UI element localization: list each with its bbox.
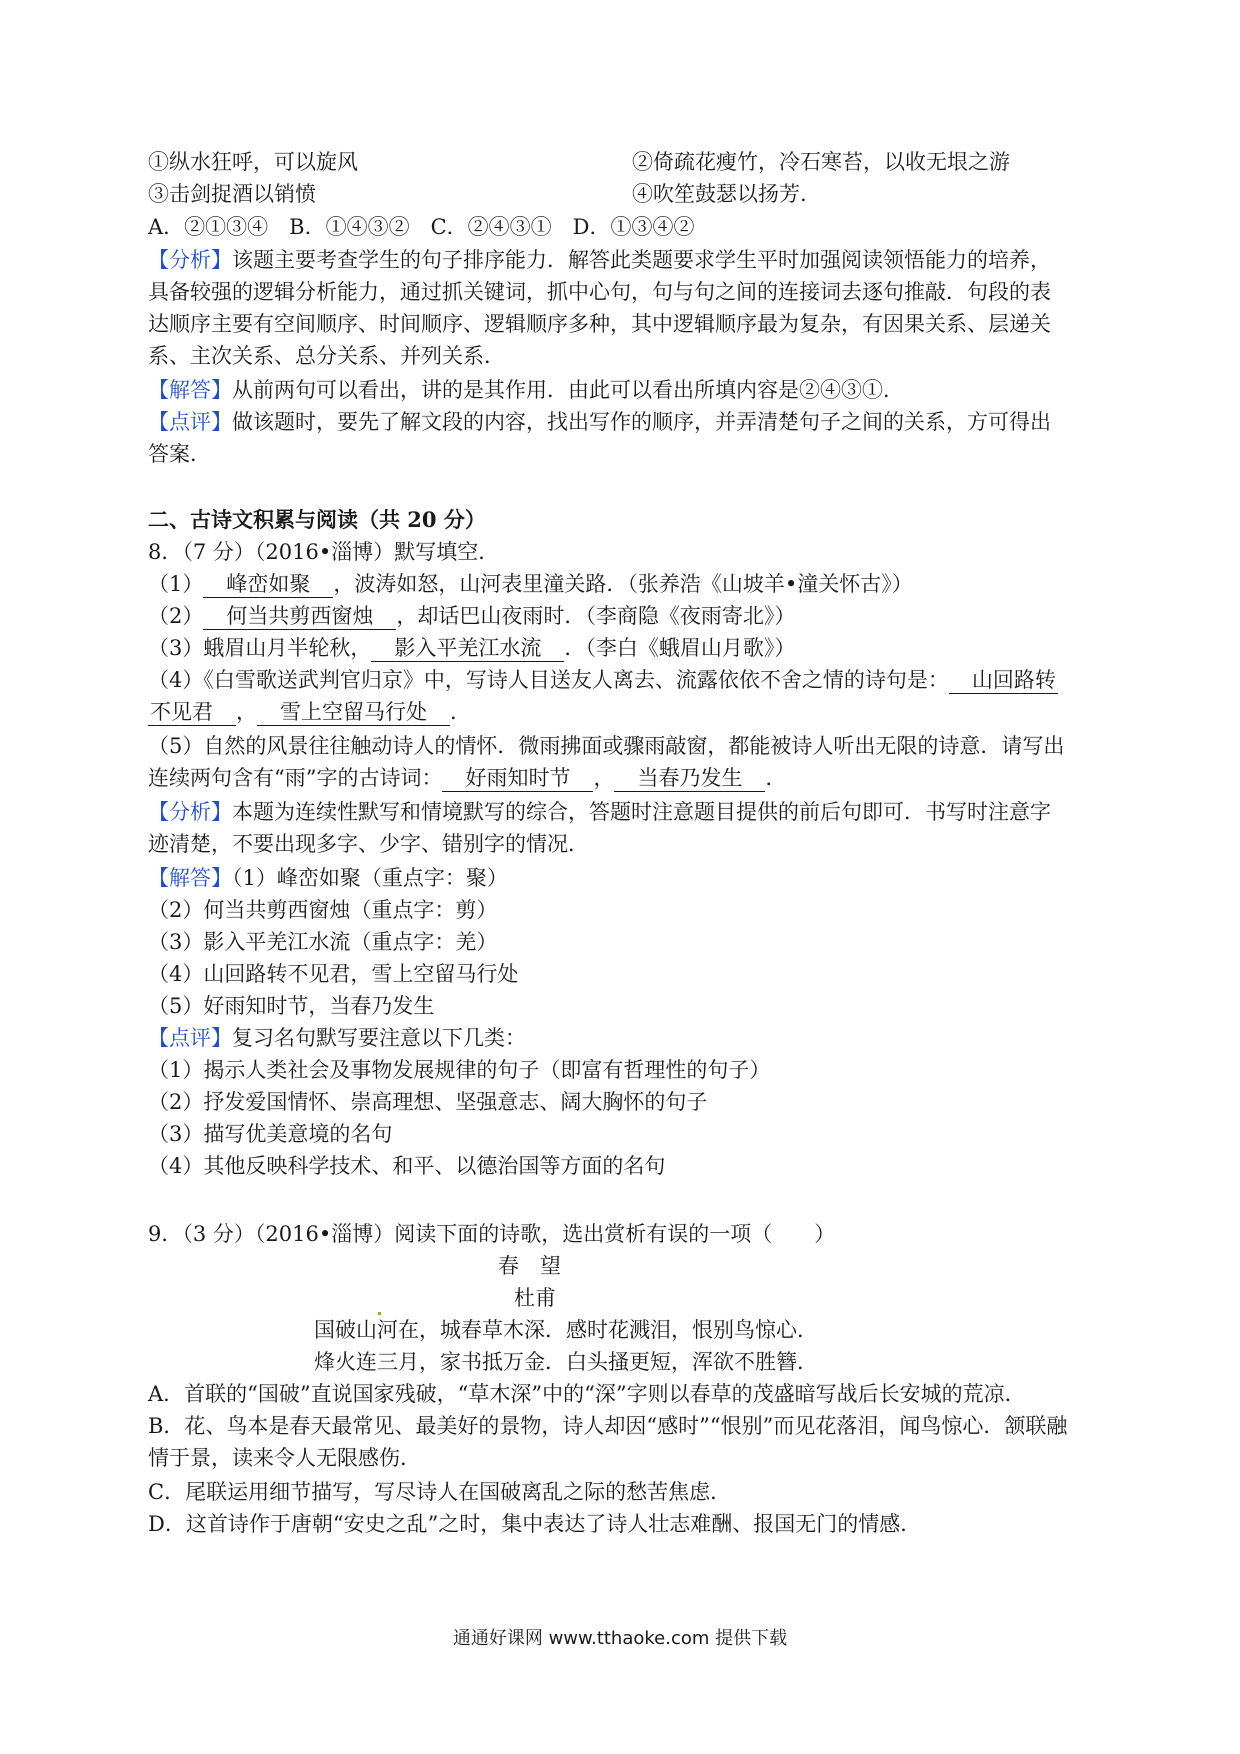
q8-answer-5: （5）好雨知时节，当春乃发生 [148, 994, 435, 1018]
q8-answer-line-1 [148, 862, 1098, 894]
section-2-heading: 二、古诗文积累与阅读（共 20 分） [148, 507, 486, 532]
q8-item-5-comma: ， [593, 766, 615, 790]
q9-option-b-line-1: B．花、鸟本是春天最常见、最美好的景物，诗人却因“感时”“恨别”而见花落泪，闻鸟惊心．颔联融 [148, 1414, 1068, 1438]
q8-answer-4: （4）山回路转不见君，雪上空留马行处 [148, 962, 519, 986]
q7-analysis-tag: 【分析】 [148, 248, 232, 272]
q7-analysis-line-3: 达顺序主要有空间顺序、时间顺序、逻辑顺序多种，其中逻辑顺序最为复杂，有因果关系、层递关 [148, 312, 1051, 336]
q8-comment-tag: 【点评】 [148, 1026, 232, 1050]
q8-item-3 [148, 632, 1098, 664]
q9-poem-title: 春 望 [498, 1254, 561, 1278]
q9-stem: 9．（3 分）（2016•淄博）阅读下面的诗歌，选出赏析有误的一项（ ） [148, 1222, 836, 1246]
q8-answer-2: （2）何当共剪西窗烛（重点字：剪） [148, 898, 498, 922]
q9-option-a: A．首联的“国破”直说国家残破，“草木深”中的“深”字则以春草的茂盛暗写战后长安城的荒凉． [148, 1382, 1026, 1406]
q8-comment-line [148, 1022, 1098, 1054]
q8-item-4-comma: ， [236, 700, 257, 724]
q9-poem-line-2: 烽火连三月，家书抵万金．白头搔更短，浑欲不胜簪． [314, 1350, 818, 1374]
q7-answer-line [148, 374, 1098, 406]
q9-option-c: C．尾联运用细节描写，写尽诗人在国破离乱之际的愁苦焦虑． [148, 1480, 732, 1504]
q8-analysis-line-2: 迹清楚，不要出现多字、少字、错别字的情况． [148, 832, 589, 856]
q8-item-3-prefix: （3）蛾眉山月半轮秋， [148, 636, 372, 660]
q8-answer-3: （3）影入平羌江水流（重点字：羌） [148, 930, 498, 954]
q7-option-2: ②倚疏花瘦竹，冷石寒苔，以收无垠之游 [632, 150, 1010, 174]
q9-poem-line-1: 国破山河在，城春草木深．感时花溅泪，恨别鸟惊心． [314, 1318, 818, 1342]
q8-item-5-line-2 [148, 762, 1098, 794]
q9-option-b-line-2: 情于景，读来令人无限感伤． [148, 1446, 421, 1470]
q8-analysis-line-1 [148, 796, 1098, 828]
q8-item-2-prefix: （2） [148, 604, 204, 628]
q7-answer-tag: 【解答】 [148, 378, 232, 402]
q8-item-4-line-1 [148, 664, 1098, 696]
q7-choices: A．②①③④ B．①④③② C．②④③① D．①③④② [148, 215, 695, 239]
q7-comment-text-1: 做该题时，要先了解文段的内容，找出写作的顺序，并弄清楚句子之间的关系，方可得出 [232, 410, 1051, 434]
q8-answer-tag: 【解答】 [148, 866, 232, 890]
q8-item-4-prefix: （4）《白雪歌送武判官归京》中，写诗人目送友人离去、流露依依不舍之情的诗句是： [148, 668, 949, 692]
q7-option-3: ③击剑捉酒以销愤 [148, 182, 316, 206]
q7-options-row-1 [148, 146, 1098, 178]
q7-options-row-2 [148, 178, 1098, 210]
q7-option-4: ④吹笙鼓瑟以扬芳. [632, 182, 807, 206]
q8-analysis-text-1: 本题为连续性默写和情境默写的综合，答题时注意题目提供的前后句即可．书写时注意字 [232, 800, 1051, 824]
q8-item-5-prefix: 连续两句含有“雨”字的古诗词： [148, 766, 443, 790]
q8-item-1 [148, 568, 1098, 600]
q8-item-5-end: ． [765, 766, 787, 790]
q7-comment-line-1 [148, 406, 1098, 438]
q8-item-1-prefix: （1） [148, 572, 204, 596]
page-footer: 通通好课网 www.tthaoke.com 提供下载 [452, 1628, 788, 1649]
q8-answer-blank-2: 何当共剪西窗烛 [205, 604, 395, 628]
q8-item-5-line-1: （5）自然的风景往往触动诗人的情怀．微雨拂面或骤雨敲窗，都能被诗人听出无限的诗意．请写出 [148, 734, 1065, 758]
q7-answer-text: 从前两句可以看出，讲的是其作用．由此可以看出所填内容是②④③①． [232, 378, 904, 402]
q8-item-2 [148, 600, 1098, 632]
q7-analysis-line-1 [148, 244, 1098, 276]
q8-answer-blank-1: 峰峦如聚 [205, 572, 332, 596]
q8-item-2-rest: ，却话巴山夜雨时．（李商隐《夜雨寄北》） [396, 604, 796, 628]
q8-answer-blank-4b: 雪上空留马行处 [259, 700, 448, 724]
q8-item-1-rest: ，波涛如怒，山河表里潼关路．（张养浩《山坡羊•潼关怀古》） [333, 572, 913, 596]
q8-item-4-line-2 [148, 696, 1098, 728]
q9-poem-author: 杜甫 [514, 1286, 556, 1310]
q8-comment-item-2: （2）抒发爱国情怀、崇高理想、坚强意志、阔大胸怀的句子 [148, 1090, 708, 1114]
q8-item-3-rest: ．（李白《蛾眉山月歌》） [564, 636, 796, 660]
q8-answer-blank-3: 影入平羌江水流 [373, 636, 563, 660]
q8-answer-blank-5b: 当春乃发生 [616, 766, 764, 790]
q8-comment-text: 复习名句默写要注意以下几类： [232, 1026, 526, 1050]
q7-comment-line-2: 答案． [148, 442, 211, 466]
q8-answer-blank-5a: 好雨知时节 [444, 766, 592, 790]
q8-answer-1: （1）峰峦如聚（重点字：聚） [232, 866, 508, 890]
q8-answer-blank-4a: 山回路转 [950, 668, 1056, 692]
q8-answer-blank-4a-cont: 不见君 [150, 700, 234, 724]
q7-option-1: ①纵水狂呼，可以旋风 [148, 150, 358, 174]
scan-speck [378, 1312, 381, 1315]
q8-analysis-tag: 【分析】 [148, 800, 232, 824]
q8-comment-item-4: （4）其他反映科学技术、和平、以德治国等方面的名句 [148, 1154, 666, 1178]
q8-comment-item-1: （1）揭示人类社会及事物发展规律的句子（即富有哲理性的句子） [148, 1058, 771, 1082]
q7-analysis-line-2: 具备较强的逻辑分析能力，通过抓关键词，抓中心句，句与句之间的连接词去逐句推敲．句段的表 [148, 280, 1051, 304]
q9-option-d: D．这首诗作于唐朝“安史之乱”之时，集中表达了诗人壮志难酬、报国无门的情感． [148, 1512, 922, 1536]
q7-analysis-line-4: 系、主次关系、总分关系、并列关系． [148, 344, 505, 368]
q8-stem: 8．（7 分）（2016•淄博）默写填空． [148, 540, 500, 564]
q7-comment-tag: 【点评】 [148, 410, 232, 434]
q8-comment-item-3: （3）描写优美意境的名句 [148, 1122, 393, 1146]
q7-analysis-text-1: 该题主要考查学生的句子排序能力．解答此类题要求学生平时加强阅读领悟能力的培养， [232, 248, 1051, 272]
q8-item-4-end: ． [450, 700, 471, 724]
